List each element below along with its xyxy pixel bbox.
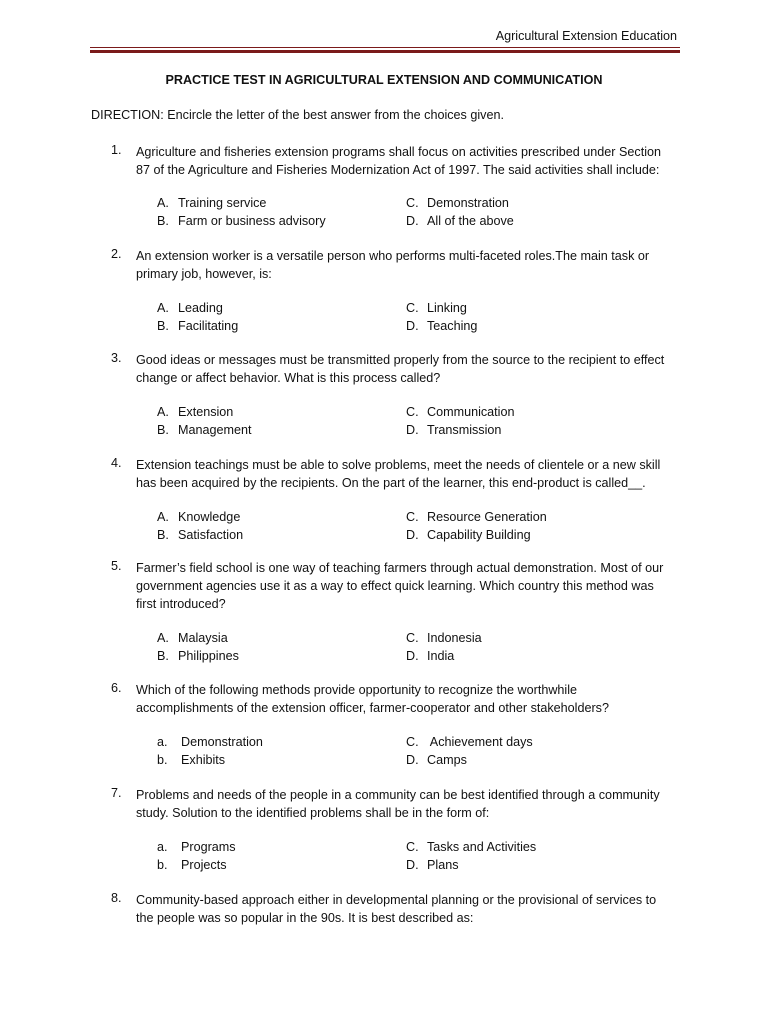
option-letter: B. bbox=[157, 649, 169, 663]
option-text: Facilitating bbox=[178, 319, 239, 333]
option-a[interactable] bbox=[157, 299, 223, 317]
option-a[interactable] bbox=[157, 629, 228, 647]
question-number: 3. bbox=[111, 351, 122, 365]
question-text: Which of the following methods provide opportunity to recognize the worthwhile accomplishments of the extension officer, farmer-cooperator and other stakeholders? bbox=[136, 683, 609, 715]
option-letter: D. bbox=[406, 753, 419, 767]
option-letter: B. bbox=[157, 528, 169, 542]
option-text: Teaching bbox=[427, 319, 478, 333]
option-text: Malaysia bbox=[178, 631, 228, 645]
option-text: Philippines bbox=[178, 649, 239, 663]
option-b[interactable] bbox=[157, 647, 239, 665]
question-number: 5. bbox=[111, 559, 122, 573]
option-a[interactable] bbox=[157, 838, 236, 856]
option-b[interactable] bbox=[157, 212, 326, 230]
direction-text: DIRECTION: Encircle the letter of the best answer from the choices given. bbox=[91, 108, 504, 122]
option-text: Farm or business advisory bbox=[178, 214, 326, 228]
option-letter: C. bbox=[406, 301, 419, 315]
option-letter: C. bbox=[406, 840, 419, 854]
option-b[interactable] bbox=[157, 421, 252, 439]
option-text: Knowledge bbox=[178, 510, 241, 524]
question-text: An extension worker is a versatile person who performs multi-faceted roles.The main task or primary job, however, is: bbox=[136, 249, 650, 281]
running-head: Agricultural Extension Education bbox=[495, 29, 677, 43]
header-rule-thick bbox=[90, 50, 680, 53]
option-a[interactable] bbox=[157, 733, 263, 751]
option-letter: D. bbox=[406, 214, 419, 228]
option-text: Training service bbox=[178, 196, 267, 210]
option-text: Leading bbox=[178, 301, 223, 315]
option-text: Communication bbox=[427, 405, 515, 419]
option-c[interactable] bbox=[406, 403, 515, 421]
option-a[interactable] bbox=[157, 403, 233, 421]
option-letter: C. bbox=[406, 196, 419, 210]
option-d[interactable] bbox=[406, 317, 477, 335]
question-number: 1. bbox=[111, 143, 122, 157]
option-letter: D. bbox=[406, 858, 419, 872]
option-letter: C. bbox=[406, 631, 419, 645]
option-text: Linking bbox=[427, 301, 467, 315]
option-text: Resource Generation bbox=[427, 510, 547, 524]
page-title: PRACTICE TEST IN AGRICULTURAL EXTENSION AND COMMUNICATION bbox=[165, 73, 603, 87]
option-letter: b. bbox=[157, 858, 168, 872]
option-c[interactable] bbox=[406, 629, 482, 647]
option-c[interactable] bbox=[406, 508, 547, 526]
option-text: Demonstration bbox=[427, 196, 509, 210]
option-b[interactable] bbox=[157, 526, 243, 544]
question-number: 8. bbox=[111, 891, 122, 905]
option-text: Projects bbox=[181, 858, 227, 872]
option-letter: D. bbox=[406, 649, 419, 663]
option-text: Satisfaction bbox=[178, 528, 244, 542]
question-text: Community-based approach either in developmental planning or the provisional of services to the people was so popular in the 90s. It is best described as: bbox=[136, 893, 657, 925]
option-text: All of the above bbox=[427, 214, 514, 228]
option-b[interactable] bbox=[157, 317, 238, 335]
option-letter: A. bbox=[157, 196, 169, 210]
option-letter: C. bbox=[406, 735, 419, 749]
option-d[interactable] bbox=[406, 856, 459, 874]
question-text: Agriculture and fisheries extension programs shall focus on activities prescribed under Section 87 of the Agriculture and Fisheries Modernization Act of 1997. The said activities shall include: bbox=[136, 145, 662, 177]
option-text: Demonstration bbox=[181, 735, 263, 749]
option-d[interactable] bbox=[406, 212, 514, 230]
option-text: Management bbox=[178, 423, 252, 437]
option-d[interactable] bbox=[406, 751, 467, 769]
option-letter: D. bbox=[406, 528, 419, 542]
option-letter: D. bbox=[406, 423, 419, 437]
option-letter: a. bbox=[157, 735, 168, 749]
option-b[interactable] bbox=[157, 751, 225, 769]
option-text: Indonesia bbox=[427, 631, 482, 645]
option-text: Capability Building bbox=[427, 528, 531, 542]
option-letter: D. bbox=[406, 319, 419, 333]
question-number: 6. bbox=[111, 681, 122, 695]
option-c[interactable] bbox=[406, 733, 533, 751]
option-text: Transmission bbox=[427, 423, 502, 437]
option-letter: C. bbox=[406, 405, 419, 419]
option-letter: A. bbox=[157, 301, 169, 315]
option-d[interactable] bbox=[406, 526, 531, 544]
option-letter: B. bbox=[157, 423, 169, 437]
option-d[interactable] bbox=[406, 647, 454, 665]
option-b[interactable] bbox=[157, 856, 227, 874]
question-text: Problems and needs of the people in a community can be best identified through a community study. Solution to the identified problems shall be in the form of: bbox=[136, 788, 660, 820]
question-text: Extension teachings must be able to solve problems, meet the needs of clientele or a new skill has been acquired by the recipients. On the part of the learner, this end-product is called__. bbox=[136, 458, 661, 490]
option-text: Programs bbox=[181, 840, 236, 854]
option-c[interactable] bbox=[406, 194, 509, 212]
option-a[interactable] bbox=[157, 194, 266, 212]
option-text: Exhibits bbox=[181, 753, 226, 767]
question-number: 4. bbox=[111, 456, 122, 470]
option-text: Plans bbox=[427, 858, 459, 872]
option-text: Extension bbox=[178, 405, 234, 419]
option-text: Tasks and Activities bbox=[427, 840, 537, 854]
option-text: India bbox=[427, 649, 455, 663]
question-text: Farmer’s field school is one way of teaching farmers through actual demonstration. Most of our government agencies use it as a way to effect quick learning. Which country this method was first introduced? bbox=[136, 561, 664, 611]
option-letter: A. bbox=[157, 631, 169, 645]
header-rule-thin bbox=[90, 47, 680, 48]
option-text: Achievement days bbox=[427, 735, 533, 749]
option-letter: B. bbox=[157, 214, 169, 228]
option-letter: b. bbox=[157, 753, 168, 767]
option-a[interactable] bbox=[157, 508, 240, 526]
option-letter: a. bbox=[157, 840, 168, 854]
option-c[interactable] bbox=[406, 838, 536, 856]
option-c[interactable] bbox=[406, 299, 467, 317]
option-letter: A. bbox=[157, 510, 169, 524]
option-letter: C. bbox=[406, 510, 419, 524]
question-number: 7. bbox=[111, 786, 122, 800]
option-d[interactable] bbox=[406, 421, 501, 439]
option-text: Camps bbox=[427, 753, 467, 767]
question-number: 2. bbox=[111, 247, 122, 261]
option-letter: B. bbox=[157, 319, 169, 333]
question-text: Good ideas or messages must be transmitted properly from the source to the recipient to effect change or affect behavior. What is this process called? bbox=[136, 353, 665, 385]
option-letter: A. bbox=[157, 405, 169, 419]
